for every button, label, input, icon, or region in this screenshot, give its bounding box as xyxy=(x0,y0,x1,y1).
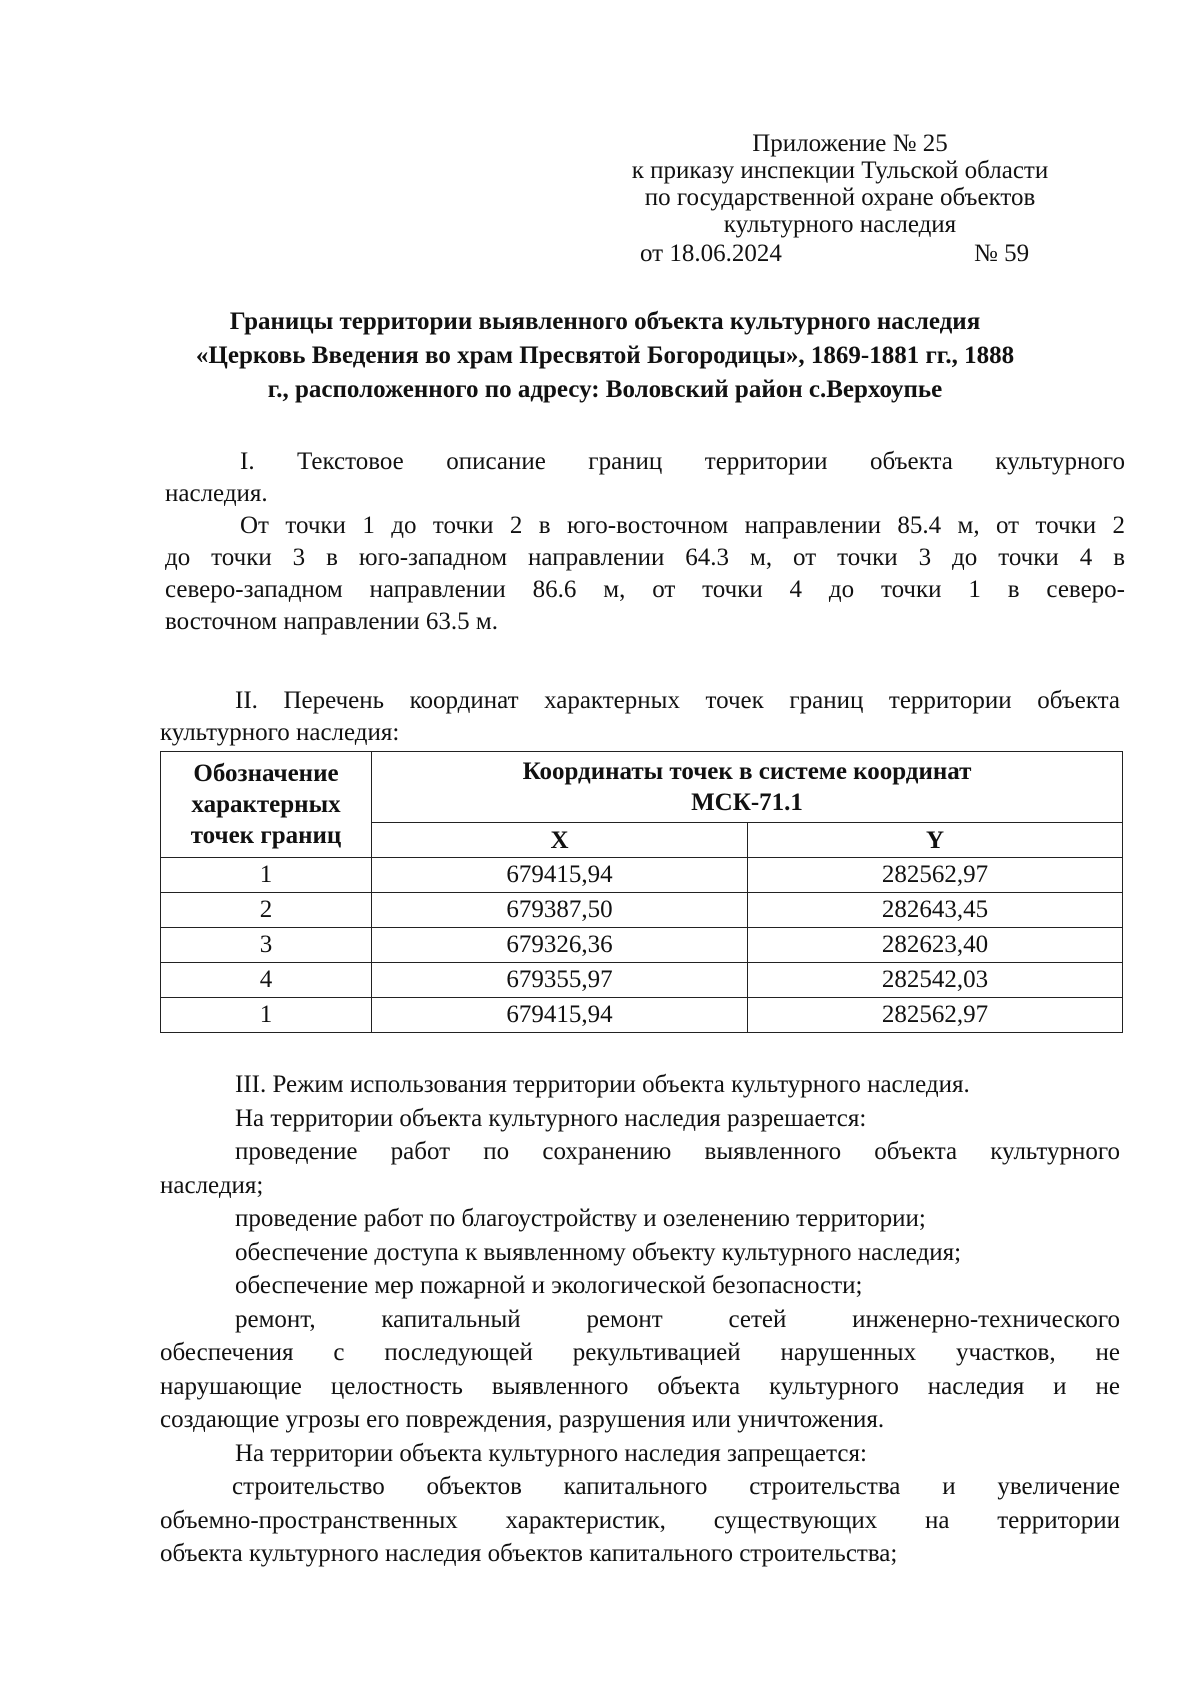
table-row xyxy=(161,963,1123,998)
y-cell: 282562,97 xyxy=(748,998,1123,1033)
appendix-number: Приложение № 25 xyxy=(752,130,948,157)
table-row xyxy=(161,858,1123,893)
appendix-org-line: по государственной охране объектов xyxy=(644,184,1036,211)
section-2-heading: II. Перечень координат характерных точек границ территории объекта xyxy=(235,687,1120,714)
point-cell: 2 xyxy=(161,893,372,928)
coordinate-system-header-line-1: Координаты точек в системе координат xyxy=(522,758,972,785)
allowed-item-1-line-2: наследия; xyxy=(160,1171,264,1199)
boundary-description-line-2: до точки 3 в юго-западном направлении 64.3 м, от точки 3 до точки 4 в xyxy=(165,544,1125,571)
document-title xyxy=(150,305,1060,407)
section-1-heading-cont: наследия. xyxy=(165,480,268,507)
coordinates-table xyxy=(160,751,1123,1033)
allowed-item-5-line-4: создающие угрозы его повреждения, разрушения или уничтожения. xyxy=(160,1406,885,1433)
title-line-2: «Церковь Введения во храм Пресвятой Богородицы», 1869-1881 гг., 1888 xyxy=(195,342,1015,369)
allowed-item-2: проведение работ по благоустройству и озеленению территории; xyxy=(235,1205,926,1232)
appendix-header xyxy=(560,130,1120,238)
table-row xyxy=(161,928,1123,963)
section-3 xyxy=(160,1068,1120,1571)
title-line-3: г., расположенного по адресу: Воловский район с.Верхоупье xyxy=(267,376,943,403)
appendix-heritage-line: культурного наследия xyxy=(723,211,957,238)
boundary-description-line-4: восточном направлении 63.5 м. xyxy=(165,608,498,635)
section-1-heading: I. Текстовое описание границ территории объекта культурного xyxy=(240,448,1125,475)
order-date: от 18.06.2024 xyxy=(640,240,782,267)
x-cell: 679387,50 xyxy=(372,893,748,928)
y-column-header: Y xyxy=(748,823,1123,858)
x-cell: 679326,36 xyxy=(372,928,748,963)
point-cell: 3 xyxy=(161,928,372,963)
table-row xyxy=(161,893,1123,928)
point-cell: 1 xyxy=(161,858,372,893)
allowed-item-5-line-3: нарушающие целостность выявленного объекта культурного наследия и не xyxy=(160,1372,1120,1400)
point-designation-header: Обозначение характерных точек границ xyxy=(161,752,372,858)
allowed-item-5-line-2: обеспечения с последующей рекультивацией нарушенных участков, не xyxy=(160,1339,1120,1366)
boundary-description-line-1: От точки 1 до точки 2 в юго-восточном направлении 85.4 м, от точки 2 xyxy=(240,512,1125,539)
x-cell: 679415,94 xyxy=(372,858,748,893)
x-cell: 679415,94 xyxy=(372,998,748,1033)
point-cell: 4 xyxy=(161,963,372,998)
x-column-header: X xyxy=(372,823,748,858)
section-2-heading-cont: культурного наследия: xyxy=(160,719,400,746)
y-cell: 282542,03 xyxy=(748,963,1123,998)
x-cell: 679355,97 xyxy=(372,963,748,998)
forbidden-item-1-line-3: объекта культурного наследия объектов капитального строительства; xyxy=(160,1540,898,1567)
forbidden-item-1-line-2: объемно-пространственных характеристик, существующих на территории xyxy=(160,1506,1120,1534)
y-cell: 282562,97 xyxy=(748,858,1123,893)
y-cell: 282623,40 xyxy=(748,928,1123,963)
table-row xyxy=(161,998,1123,1033)
forbidden-item-1-line-1: строительство объектов капитального строительства и увеличение xyxy=(232,1473,1120,1500)
y-cell: 282643,45 xyxy=(748,893,1123,928)
allowed-item-5-line-1: ремонт, капитальный ремонт сетей инженерно-технического xyxy=(235,1305,1120,1333)
section-3-heading: III. Режим использования территории объекта культурного наследия. xyxy=(235,1071,970,1098)
allowed-item-4: обеспечение мер пожарной и экологической безопасности; xyxy=(235,1272,863,1299)
allowed-intro: На территории объекта культурного наследия разрешается: xyxy=(235,1104,867,1132)
allowed-item-1-line-1: проведение работ по сохранению выявленного объекта культурного xyxy=(235,1138,1120,1165)
title-line-1: Границы территории выявленного объекта культурного наследия xyxy=(229,308,981,335)
coordinate-system-header-line-2: МСК-71.1 xyxy=(691,789,803,816)
appendix-order-line: к приказу инспекции Тульской области xyxy=(631,157,1049,184)
forbidden-intro: На территории объекта культурного наследия запрещается: xyxy=(235,1439,867,1467)
section-1 xyxy=(165,446,1125,638)
boundary-description-line-3: северо-западном направлении 86.6 м, от точки 4 до точки 1 в северо- xyxy=(165,576,1125,603)
coordinate-system-header xyxy=(372,752,1123,823)
order-number: № 59 xyxy=(974,240,1030,267)
point-cell: 1 xyxy=(161,998,372,1033)
section-2 xyxy=(160,685,1120,749)
allowed-item-3: обеспечение доступа к выявленному объекту культурного наследия; xyxy=(235,1238,962,1266)
